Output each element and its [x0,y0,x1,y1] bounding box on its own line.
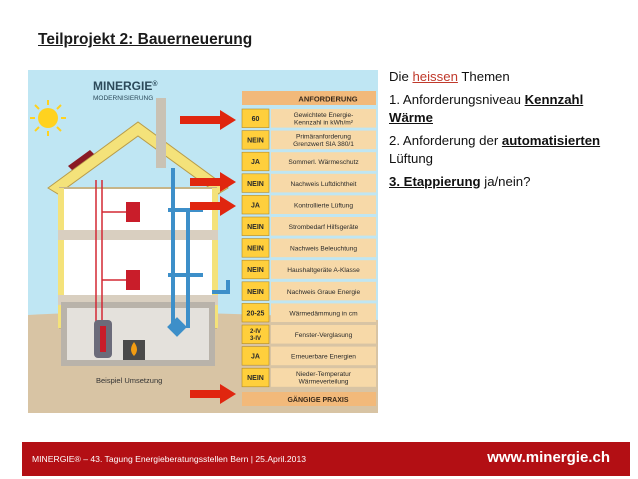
requirement-label: Sommerl. Wärmeschutz [288,159,359,167]
topics-intro: Die heissen Themen [389,69,510,84]
requirement-value: NEIN [247,267,264,275]
requirement-label: Nieder-Temperatur Wärmeverteilung [296,371,351,386]
requirement-label: Nachweis Luftdichtheit [290,180,357,188]
requirement-value: NEIN [247,224,264,231]
topics-panel [389,68,629,195]
requirement-value: 2-IV 3-IV [249,329,262,342]
minergie-figure [28,70,378,413]
figure-caption: Beispiel Umsetzung [96,376,163,385]
slide-title: Teilprojekt 2: Bauerneuerung [38,31,253,48]
requirement-value: NEIN [247,245,264,253]
requirements-header-label: ANFORDERUNG [298,94,358,104]
requirement-value: 60 [251,116,260,123]
footer-website-link[interactable]: www.minergie.ch [487,449,610,466]
footer-bar [22,442,630,476]
radiator-upper [126,202,140,222]
topic-item-3: 3. Etappierung ja/nein? [389,173,531,189]
chimney-pipe [156,98,166,168]
requirement-value: JA [251,202,260,210]
requirement-value: JA [251,159,260,167]
requirement-label: Primäranforderung Grenzwert SIA 380/1 [293,133,354,149]
minergie-logo: MINERGIE® [93,79,158,93]
practice-footer-label: GÄNGIGE PRAXIS [287,397,349,404]
topic-item-1: 1. Anforderungsniveau Kennzahl Wärme [389,91,584,125]
requirement-label: Haushaltgeräte A-Klasse [287,267,360,275]
requirement-label: Fenster-Verglasung [294,332,353,339]
footer-event-text: MINERGIE® – 43. Tagung Energieberatungsstellen Bern | 25.April.2013 [32,454,307,464]
requirement-label: Wärmedämmung in cm [289,310,358,318]
requirement-label: Erneuerbare Energien [291,353,356,361]
radiator-lower [126,270,140,290]
floor-slab-1 [58,230,218,240]
requirement-label: Strombedarf Hilfsgeräte [288,224,359,231]
requirement-value: NEIN [247,375,264,383]
requirement-label: Nachweis Beleuchtung [289,245,358,253]
minergie-logo-sub: MODERNISIERUNG [93,95,154,102]
highlight-word: heissen [412,69,458,84]
requirement-value: NEIN [247,180,264,188]
requirement-value: NEIN [247,137,264,145]
water-tank-accent [100,326,106,352]
requirement-value: JA [251,353,260,361]
requirement-label: Gewichtete Energie-Kennzahl in kWh/m² [293,112,354,127]
requirement-label: Kontrollierte Lüftung [293,202,354,210]
requirement-label: Nachweis Graue Energie [286,288,361,296]
topic-item-2: 2. Anforderung der automatisierten Lüftung [389,132,601,166]
requirement-value: 20-25 [246,310,265,318]
requirement-value: NEIN [247,288,264,296]
